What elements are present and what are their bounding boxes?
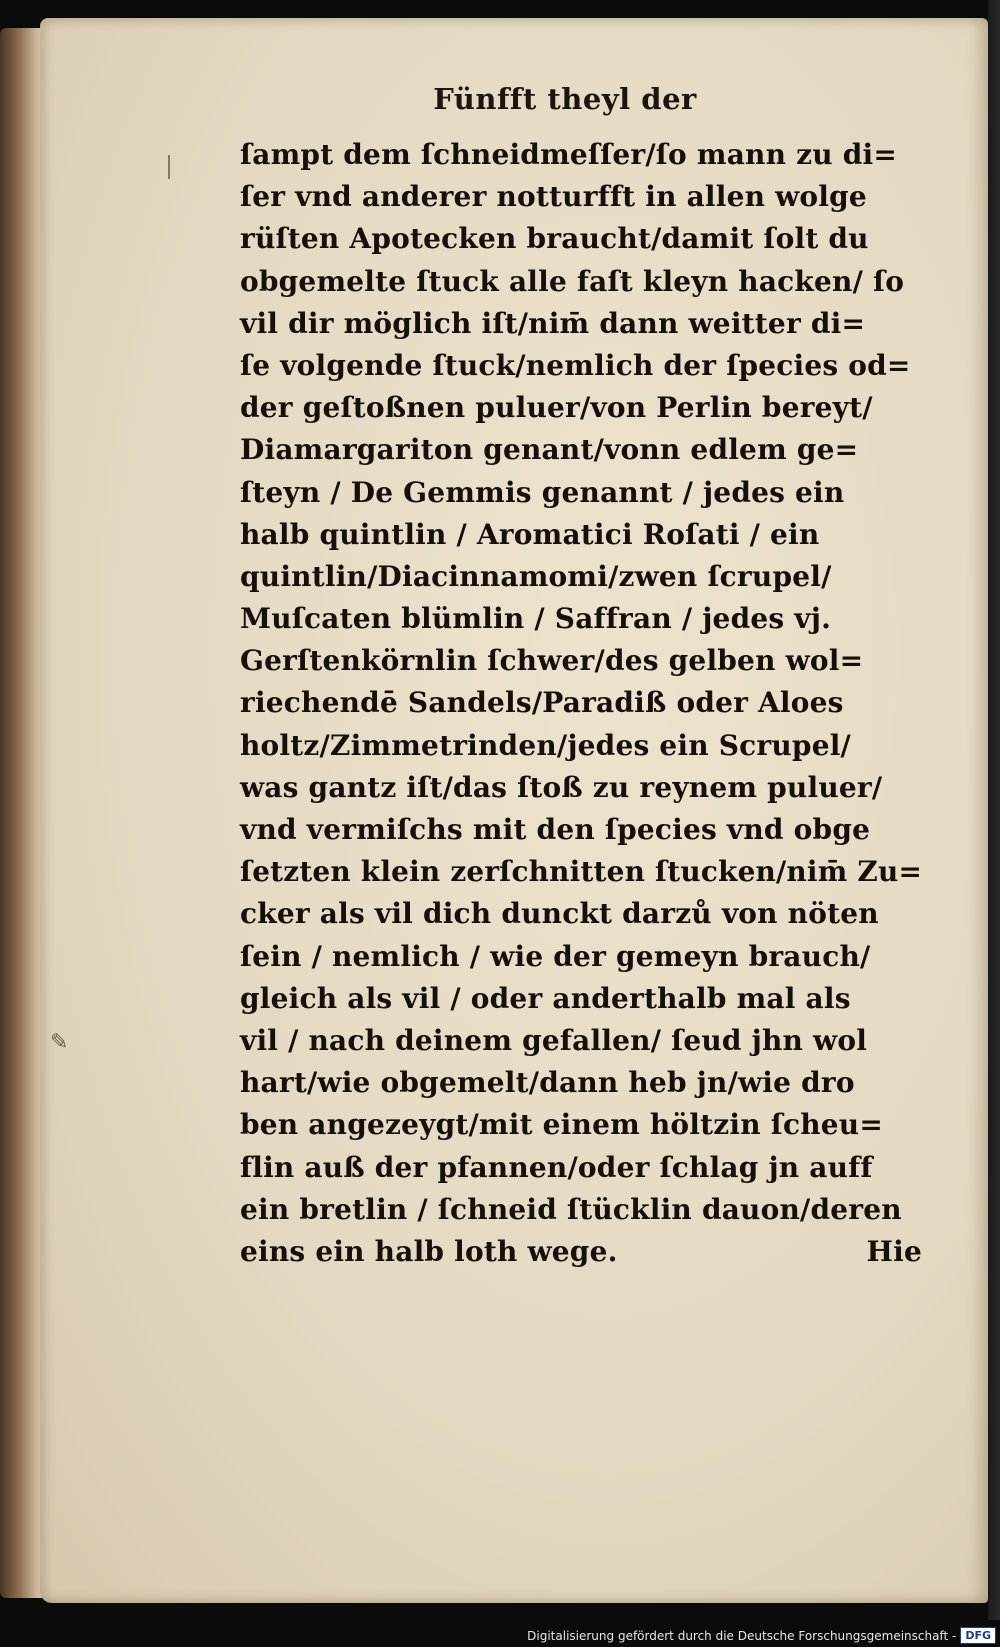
text-line: Gerſtenkörnlin ſchwer/des gelben wol= <box>240 644 864 678</box>
text-line: hart/wie obgemelt/dann heb jn/wie dro <box>240 1066 855 1100</box>
text-line: quintlin/Diacinnamomi/zwen ſcrupel/ <box>240 559 832 593</box>
catchword: Hie <box>866 1234 922 1268</box>
text-line: ſetzten klein zerſchnitten ſtucken/nim̄ Zu= <box>240 855 923 889</box>
last-text-line: eins ein halb loth wege. <box>240 1234 618 1268</box>
text-line: riechendē Sandels/Paradiß oder Aloes <box>240 686 844 720</box>
text-line: was gantz iſt/das ſtoß zu reynem puluer/ <box>240 770 883 804</box>
text-line: ſampt dem ſchneidmeſſer/ſo mann zu di= <box>240 138 897 171</box>
text-line: rüſten Apotecken braucht/damit ſolt du <box>240 222 869 256</box>
text-line: Diamargariton genant/vonn edlem ge= <box>240 433 859 467</box>
text-block <box>240 134 922 1273</box>
ink-mark <box>168 155 170 179</box>
page-gutter <box>988 0 1000 1620</box>
text-line: gleich als vil / oder anderthalb mal als <box>240 981 851 1015</box>
text-line: cker als vil dich dunckt darzů von nöten <box>240 897 879 931</box>
text-line: flin auß der pfannen/oder ſchlag jn auff <box>240 1150 873 1184</box>
text-line: ſer vnd anderer notturfft in allen wolge <box>240 180 867 214</box>
text-line: ſe volgende ſtuck/nemlich der ſpecies od= <box>240 348 911 382</box>
running-head: Fünfft theyl der <box>433 82 697 116</box>
text-line: Muſcaten blümlin / Saffran / jedes vj. <box>240 602 832 636</box>
text-line: holtz/Zimmetrinden/jedes ein Scrupel/ <box>240 728 851 762</box>
text-line: ſteyn / De Gemmis genannt / jedes ein <box>240 475 845 509</box>
text-line: vnd vermiſchs mit den ſpecies vnd obge <box>240 813 871 846</box>
last-line-row <box>240 1231 922 1273</box>
digitization-footer <box>527 1627 996 1644</box>
text-line: ſein / nemlich / wie der gemeyn brauch/ <box>240 939 871 973</box>
text-line: der geſtoßnen puluer/von Perlin bereyt/ <box>240 391 873 425</box>
margin-mark: ✎ <box>50 1030 69 1055</box>
text-line: vil / nach deinem gefallen/ ſeud jhn wol <box>240 1023 868 1057</box>
funding-credit: Digitalisierung gefördert durch die Deutsche Forschungsgemeinschaft - <box>527 1628 957 1643</box>
text-line: ein bretlin / ſchneid ſtücklin dauon/deren <box>240 1192 902 1226</box>
text-line: vil dir möglich iſt/nim̄ dann weitter di= <box>240 306 866 340</box>
text-line: obgemelte ſtuck alle faſt kleyn hacken/ ſo <box>240 264 905 298</box>
text-line: halb quintlin / Aromatici Roſati / ein <box>240 517 820 551</box>
text-line: ben angezeygt/mit einem höltzin ſcheu= <box>240 1108 883 1142</box>
dfg-logo: DFG <box>960 1627 996 1644</box>
